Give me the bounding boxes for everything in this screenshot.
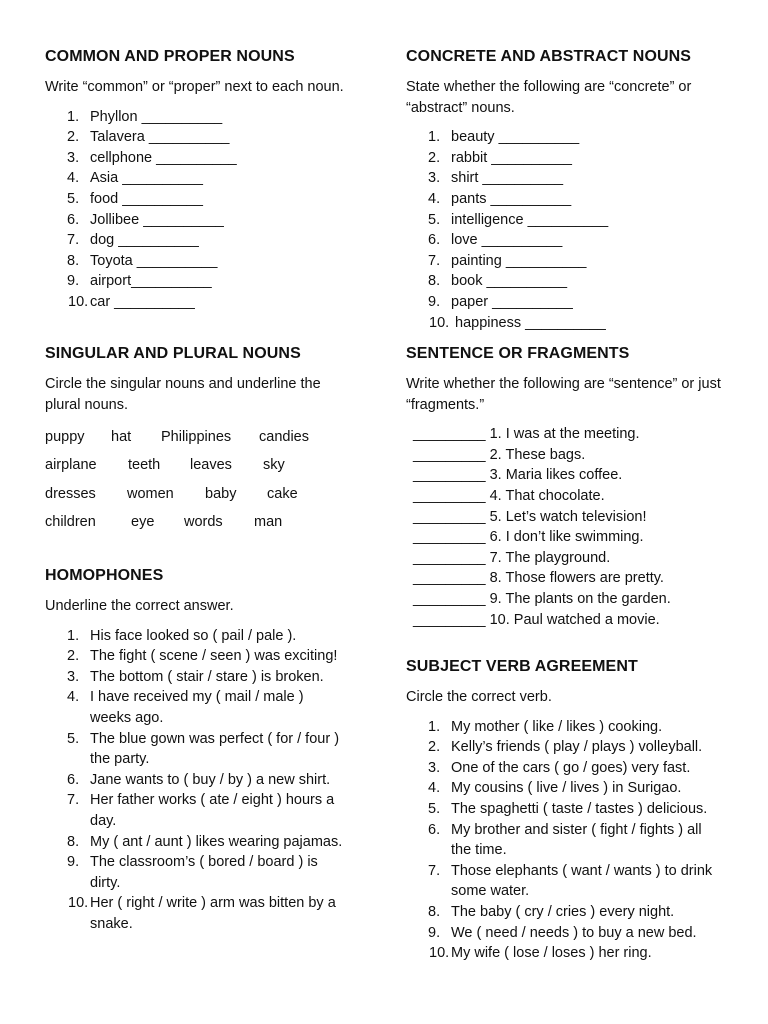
section-subject-verb xyxy=(406,657,736,964)
list-item: 6. Jane wants to ( buy / by ) a new shirt. xyxy=(67,771,331,788)
list-item: _________ 9. The plants on the garden. xyxy=(413,590,671,607)
list-item: 5. The blue gown was perfect ( for / four ) the party. xyxy=(67,730,340,768)
list-item: 10. car __________ xyxy=(68,293,195,310)
item-list xyxy=(45,626,363,935)
section-singular-plural xyxy=(45,344,365,540)
list-item: _________ 7. The playground. xyxy=(413,549,611,566)
list-item: 6. love __________ xyxy=(428,232,563,249)
list-item: 4. pants __________ xyxy=(428,190,572,207)
word: teeth xyxy=(128,457,161,474)
word: cake xyxy=(267,485,298,502)
item-list xyxy=(406,424,736,630)
list-item: 3. shirt __________ xyxy=(428,170,564,187)
word: airplane xyxy=(45,457,97,474)
instruction: Circle the correct verb. xyxy=(406,689,552,705)
word: man xyxy=(254,513,283,530)
list-item: 1. My mother ( like / likes ) cooking. xyxy=(428,718,663,735)
word: Philippines xyxy=(161,429,232,446)
list-item: 3. cellphone __________ xyxy=(67,149,237,166)
list-item: 5. food __________ xyxy=(67,190,203,207)
section-sentence-fragments xyxy=(406,344,736,630)
section-title: SUBJECT VERB AGREEMENT xyxy=(406,658,638,675)
list-item: 2. rabbit __________ xyxy=(428,149,572,166)
word-row xyxy=(45,427,365,455)
list-item: 8. book __________ xyxy=(428,273,568,290)
list-item: 9. airport__________ xyxy=(67,273,212,290)
word-row xyxy=(45,455,365,483)
section-homophones xyxy=(45,566,370,935)
list-item: 9. The classroom’s ( bored / board ) is dirty. xyxy=(67,854,318,891)
word: children xyxy=(45,513,96,530)
word-row xyxy=(45,512,365,540)
list-item: 5. intelligence __________ xyxy=(428,211,609,228)
instruction: Write whether the following are “sentence” or just “fragments.” xyxy=(406,376,721,413)
list-item: _________ 3. Maria likes coffee. xyxy=(413,467,623,484)
list-item: 4. My cousins ( live / lives ) in Surigao. xyxy=(428,780,682,797)
word-row xyxy=(45,484,365,512)
list-item: 8. Toyota __________ xyxy=(67,252,218,269)
list-item: 2. Kelly’s friends ( play / plays ) volleyball. xyxy=(428,739,703,756)
list-item: 1. Phyllon __________ xyxy=(67,108,223,125)
list-item: 10. happiness __________ xyxy=(429,314,606,331)
list-item: 9. We ( need / needs ) to buy a new bed. xyxy=(428,924,697,941)
list-item: 10. My wife ( lose / loses ) her ring. xyxy=(429,945,652,962)
instruction: Underline the correct answer. xyxy=(45,598,234,614)
list-item: 1. beauty __________ xyxy=(428,129,580,146)
word: leaves xyxy=(190,457,232,474)
list-item: _________ 1. I was at the meeting. xyxy=(413,426,640,443)
list-item: 6. Jollibee __________ xyxy=(67,211,224,228)
word: sky xyxy=(263,457,285,474)
list-item: _________ 10. Paul watched a movie. xyxy=(413,611,660,628)
section-title: HOMOPHONES xyxy=(45,567,164,584)
instruction: State whether the following are “concrete” or “abstract” nouns. xyxy=(406,79,692,116)
list-item: _________ 4. That chocolate. xyxy=(413,487,605,504)
list-item: 7. Those elephants ( want / wants ) to drink some water. xyxy=(428,862,713,900)
list-item: 7. dog __________ xyxy=(67,232,199,249)
list-item: _________ 2. These bags. xyxy=(413,446,586,463)
word-grid xyxy=(45,427,365,540)
section-common-proper xyxy=(45,47,365,313)
list-item: 9. paper __________ xyxy=(428,293,573,310)
word: hat xyxy=(111,429,132,446)
word: candies xyxy=(259,429,309,446)
section-title: SENTENCE OR FRAGMENTS xyxy=(406,345,630,362)
list-item: 7. Her father works ( ate / eight ) hours a day. xyxy=(67,792,335,829)
list-item: 3. One of the cars ( go / goes) very fast. xyxy=(428,759,691,776)
word: women xyxy=(127,485,174,502)
word: puppy xyxy=(45,429,85,446)
list-item: 4. I have received my ( mail / male ) weeks ago. xyxy=(67,689,304,726)
section-title: COMMON AND PROPER NOUNS xyxy=(45,48,295,65)
list-item: 8. My ( ant / aunt ) likes wearing pajamas. xyxy=(67,833,343,850)
list-item: 8. The baby ( cry / cries ) every night. xyxy=(428,903,675,920)
list-item: 5. The spaghetti ( taste / tastes ) delicious. xyxy=(428,800,708,817)
list-item: 2. Talavera __________ xyxy=(67,129,230,146)
instruction: Write “common” or “proper” next to each noun. xyxy=(45,79,344,95)
section-title: CONCRETE AND ABSTRACT NOUNS xyxy=(406,48,692,65)
section-concrete-abstract xyxy=(406,47,736,333)
word: baby xyxy=(205,485,237,502)
list-item: 10. Her ( right / write ) arm was bitten by a snake. xyxy=(68,895,336,932)
instruction: Circle the singular nouns and underline the plural nouns. xyxy=(45,376,321,413)
list-item: 3. The bottom ( stair / stare ) is broken. xyxy=(67,668,324,685)
word: dresses xyxy=(45,485,96,502)
item-list xyxy=(45,107,365,313)
list-item: 4. Asia __________ xyxy=(67,170,203,187)
list-item: 6. My brother and sister ( fight / fights ) all the time. xyxy=(428,821,702,859)
item-list xyxy=(406,127,736,333)
word: words xyxy=(184,513,223,530)
list-item: 1. His face looked so ( pail / pale ). xyxy=(67,627,297,644)
list-item: 2. The fight ( scene / seen ) was exciting! xyxy=(67,648,338,665)
section-title: SINGULAR AND PLURAL NOUNS xyxy=(45,345,301,362)
list-item: 7. painting __________ xyxy=(428,252,587,269)
item-list xyxy=(406,717,726,964)
list-item: _________ 5. Let’s watch television! xyxy=(413,508,647,525)
word: eye xyxy=(131,513,155,530)
list-item: _________ 6. I don’t like swimming. xyxy=(413,529,644,546)
list-item: _________ 8. Those flowers are pretty. xyxy=(413,570,664,587)
